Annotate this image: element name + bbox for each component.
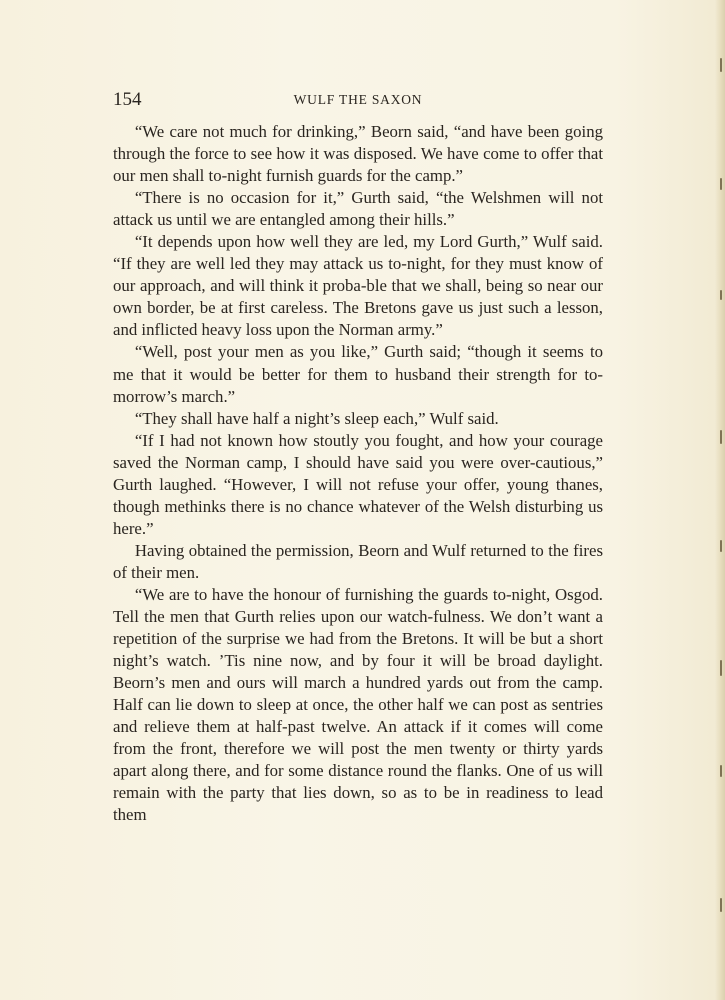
paragraph: Having obtained the permission, Beorn and Wulf returned to the fires of their men. (113, 540, 603, 582)
edge-mark (720, 765, 722, 777)
paragraph: “If I had not known how stoutly you fought, and how your courage saved the Norman camp, I should have said you were over-cautious,” Gurth laughed. “However, I will not refuse your offer, young thanes, though methinks there is no chance whatever of the Welsh disturbing us here.” (113, 430, 603, 538)
edge-mark (720, 660, 722, 676)
paragraph: “Well, post your men as you like,” Gurth said; “though it seems to me that it would be better for them to husband their strength for to-morrow’s march.” (113, 342, 603, 406)
edge-mark (720, 58, 722, 72)
paragraph: “We are to have the honour of furnishing the guards to-night, Osgod. Tell the men that Gurth relies upon our watch-fulness. We don’t want a repetition of the surprise we had from the Bretons. It will be but a short night’s watch. ’Tis nine now, and by four it will be broad daylight. Beorn’s men and ours will march a hundred yards out from the camp. Half can lie down to sleep at once, the other half we can post as sentries and relieve them at half-past twelve. An attack if it comes will come from the front, therefore we will post the men twenty or thirty yards apart along there, and for some distance round the flanks. One of us will remain with the party that lies down, so as to be in readiness to lead them (113, 584, 603, 825)
page-header (113, 89, 603, 111)
edge-mark (720, 898, 722, 912)
edge-mark (720, 540, 722, 552)
edge-mark (720, 430, 722, 444)
edge-mark (720, 178, 722, 190)
page-number: 154 (113, 89, 142, 110)
paragraph: “They shall have half a night’s sleep each,” Wulf said. (134, 408, 499, 428)
paragraph: “There is no occasion for it,” Gurth said, “the Welshmen will not attack us until we are entangled among their hills.” (113, 188, 603, 230)
page-edge (715, 0, 725, 1000)
body-text (113, 121, 603, 827)
edge-mark (720, 290, 722, 300)
paragraph: “We care not much for drinking,” Beorn said, “and have been going through the force to see how it was disposed. We have come to offer that our men shall to-night furnish guards for the camp.” (113, 122, 603, 186)
paragraph: “It depends upon how well they are led, my Lord Gurth,” Wulf said. “If they are well led they may attack us to-night, for they must know of our approach, and will think it proba-ble that we shall, being so near our own border, be at first careless. The Bretons gave us just such a lesson, and inflicted heavy loss upon the Norman army.” (113, 232, 603, 340)
running-head: WULF THE SAXON (293, 92, 423, 107)
